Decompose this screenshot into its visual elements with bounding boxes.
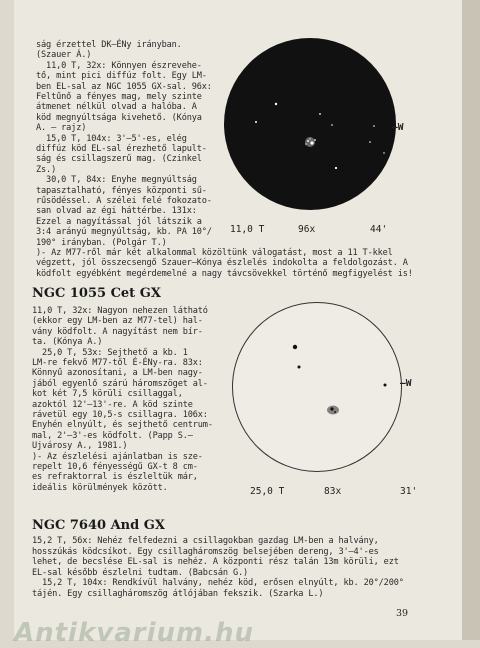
text-line: tapasztalható, fényes központi sű- xyxy=(36,185,207,196)
ngc1055-sketch-stars xyxy=(233,303,401,471)
text-line: ta. (Kónya A.) xyxy=(32,337,103,348)
text-line: vány ködfolt. A nagyítást nem bír- xyxy=(32,326,203,337)
text-line: lehet, de becslése EL-sal is nehéz. A központi rész talán 13m körüli, ezt xyxy=(32,557,399,568)
text-line: ben EL-sal az NGC 1055 GX-sal. 96x: xyxy=(36,81,212,92)
text-line: hosszúkás ködcsíkot. Egy csillagháromszög belsejében dereng, 3'—4'-es xyxy=(32,546,379,557)
ngc1055-heading: NGC 1055 Cet GX xyxy=(32,286,161,301)
text-line: diffúz köd EL-sal érezhető lapult- xyxy=(36,144,207,154)
ngc1055-sketch-magnification: 83x xyxy=(324,486,342,497)
text-line: azoktól 12'—13'-re. A köd szinte xyxy=(32,399,193,410)
ngc1055-sketch xyxy=(232,302,402,472)
text-line: A. — rajz) xyxy=(36,123,87,134)
text-line: tájén. Egy csillagháromszög átlójában fekszik. (Szarka L.) xyxy=(32,589,324,599)
m77-sketch-magnification: 96x xyxy=(298,224,316,235)
text-line: 11,0 T, 32x: Könnyen észrevehe- xyxy=(36,60,202,71)
book-edge xyxy=(462,0,480,640)
text-line: végzett, jól összecsengő Szauer—Kónya észlelés indokolta a feldolgozást. A xyxy=(36,258,408,269)
text-line: jából egyenlő szárú háromszöget al- xyxy=(32,378,208,389)
text-line: ideális körülmények között. xyxy=(32,482,168,493)
ngc1055-sketch-aperture: 25,0 T xyxy=(250,486,285,497)
m77-sketch xyxy=(224,38,396,210)
text-line: Zs.) xyxy=(36,164,57,175)
book-page xyxy=(14,0,462,640)
text-line: tő, mint pici diffúz folt. Egy LM- xyxy=(36,71,207,82)
text-line: Könnyű azonosítani, a LM-ben nagy- xyxy=(32,368,203,379)
text-line: ködfolt egyébként megérdemelné a nagy távcsövekkel történő megfigyelést is! xyxy=(36,268,413,279)
text-line: (ekkor egy LM-ben az M77-tel) hal- xyxy=(32,316,203,327)
text-line: es refraktorral is észleltük már, xyxy=(32,472,198,483)
text-line: rávetül egy 10,5-s csillagra. 106x: xyxy=(32,410,208,420)
text-line: EL-sal később észlelni tudtam. (Babcsán G.) xyxy=(32,567,249,578)
m77-west-label: —W xyxy=(392,122,404,133)
text-line: 11,0 T, 32x: Nagyon nehezen látható xyxy=(32,306,208,316)
text-line: rűsödéssel. A szélei felé fokozato- xyxy=(36,196,212,206)
text-line: (Szauer Á.) xyxy=(36,50,92,61)
ngc1055-west-label: —W xyxy=(400,378,412,389)
text-line: 30,0 T, 84x: Enyhe megnyúltság xyxy=(36,175,197,186)
text-line: mal, 2'—3'-es ködfolt. (Papp S.— xyxy=(32,430,193,441)
text-line: )- Az M77-ről már két alkalommal közöltünk válogatást, most a 11 T-kkel xyxy=(36,248,393,258)
m77-sketch-aperture: 11,0 T xyxy=(230,224,265,235)
text-line: 3:4 arányú megnyúltság, kb. PA 10°/ xyxy=(36,227,212,238)
text-line: átmenet nélkül olvad a halóba. A xyxy=(36,102,197,113)
m77-sketch-field: 44' xyxy=(370,224,388,235)
ngc7640-heading: NGC 7640 And GX xyxy=(32,518,165,533)
text-line: 15,2 T, 56x: Nehéz felfedezni a csillagokban gazdag LM-ben a halvány, xyxy=(32,536,379,546)
text-line: köd megnyúltsága kivehető. (Kónya xyxy=(36,112,202,123)
text-line: kot két 7,5 körüli csillaggal, xyxy=(32,389,183,400)
ngc1055-sketch-field: 31' xyxy=(400,486,418,497)
text-line: Feltűnő a fényes mag, mely szinte xyxy=(36,92,202,102)
text-line: ság és csillagszerű mag. (Czinkel xyxy=(36,154,202,165)
text-line: 15,0 T, 104x: 3'—5'-es, elég xyxy=(36,133,187,144)
text-line: LM-re fekvő M77-től É-ÉNy-ra. 83x: xyxy=(32,358,203,368)
text-line: )- Az észlelési ajánlatban is sze- xyxy=(32,451,203,462)
text-line: 15,2 T, 104x: Rendkívül halvány, nehéz köd, erősen elnyúlt, kb. 20°/200° xyxy=(32,578,404,589)
watermark: Antikvarium.hu xyxy=(14,618,254,648)
text-line: repelt 10,6 fényességű GX-t 8 cm- xyxy=(32,462,198,472)
text-line: 190° irányban. (Polgár T.) xyxy=(36,237,167,248)
text-line: Ujvárosy A., 1981.) xyxy=(32,441,128,452)
page-number: 39 xyxy=(396,608,409,619)
text-line: 25,0 T, 53x: Sejthető a kb. 1 xyxy=(32,347,188,358)
m77-sketch-stars xyxy=(224,38,396,210)
text-line: ság érzettel DK—ÉNy irányban. xyxy=(36,40,182,50)
text-line: Ezzel a nagyítással jól látszik a xyxy=(36,216,202,227)
text-line: Enyhén elnyúlt, és sejthető centrum- xyxy=(32,420,213,431)
text-line: san olvad az égi háttérbe. 131x: xyxy=(36,206,197,217)
